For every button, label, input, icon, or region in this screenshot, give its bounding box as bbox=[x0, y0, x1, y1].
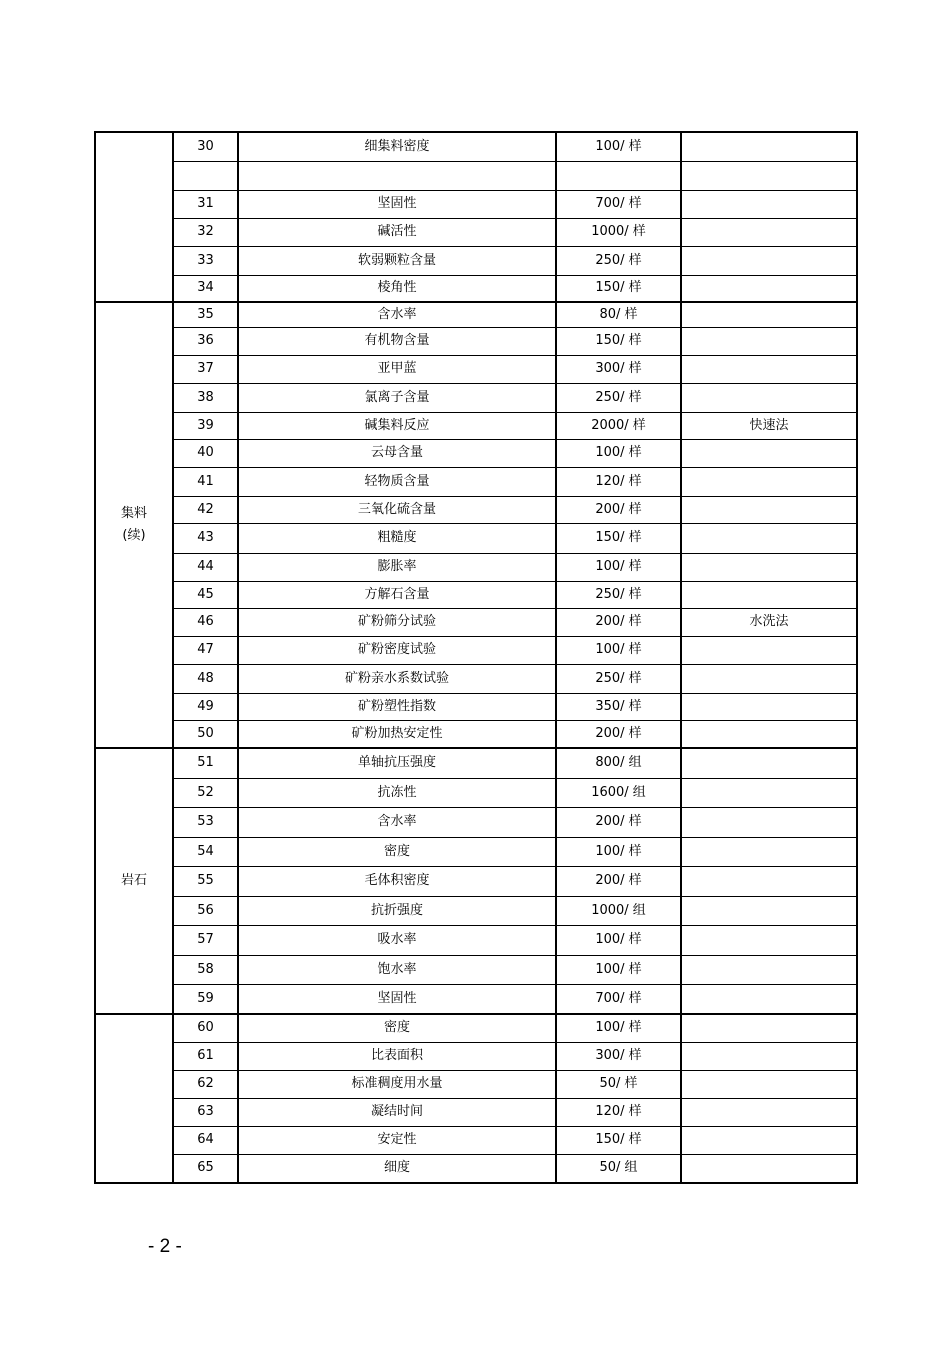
item-number-cell: 41 bbox=[173, 467, 238, 496]
test-item-cell: 抗冻性 bbox=[238, 778, 556, 807]
test-item-cell: 密度 bbox=[238, 837, 556, 866]
price-cell: 100/ 样 bbox=[556, 636, 681, 664]
test-item-cell: 坚固性 bbox=[238, 984, 556, 1014]
note-cell bbox=[681, 302, 857, 327]
note-cell bbox=[681, 748, 857, 778]
note-cell: 水洗法 bbox=[681, 608, 857, 636]
item-number-cell: 31 bbox=[173, 190, 238, 218]
test-item-cell: 比表面积 bbox=[238, 1042, 556, 1070]
item-number-cell: 51 bbox=[173, 748, 238, 778]
price-cell: 100/ 样 bbox=[556, 553, 681, 581]
table-row bbox=[95, 1154, 857, 1183]
note-cell bbox=[681, 837, 857, 866]
price-cell: 80/ 样 bbox=[556, 302, 681, 327]
test-item-cell: 方解石含量 bbox=[238, 581, 556, 608]
price-cell: 2000/ 样 bbox=[556, 412, 681, 439]
table-row bbox=[95, 246, 857, 275]
price-cell: 100/ 样 bbox=[556, 439, 681, 467]
price-cell: 100/ 样 bbox=[556, 837, 681, 866]
note-cell bbox=[681, 553, 857, 581]
item-number-cell: 33 bbox=[173, 246, 238, 275]
test-item-cell: 三氧化硫含量 bbox=[238, 496, 556, 523]
table-row bbox=[95, 896, 857, 925]
category-cell bbox=[95, 1014, 173, 1183]
item-number-cell: 30 bbox=[173, 132, 238, 161]
table-row bbox=[95, 720, 857, 748]
table-row bbox=[95, 496, 857, 523]
note-cell bbox=[681, 720, 857, 748]
table-row bbox=[95, 275, 857, 302]
item-number-cell: 46 bbox=[173, 608, 238, 636]
category-cell bbox=[95, 132, 173, 302]
table-row bbox=[95, 748, 857, 778]
price-cell: 200/ 样 bbox=[556, 608, 681, 636]
price-cell: 250/ 样 bbox=[556, 383, 681, 412]
test-item-cell: 饱水率 bbox=[238, 955, 556, 984]
test-item-cell: 碱活性 bbox=[238, 218, 556, 246]
note-cell bbox=[681, 523, 857, 553]
table-row bbox=[95, 693, 857, 720]
note-cell bbox=[681, 496, 857, 523]
note-cell bbox=[681, 1098, 857, 1126]
item-number-cell: 39 bbox=[173, 412, 238, 439]
item-number-cell: 37 bbox=[173, 355, 238, 383]
test-item-cell: 亚甲蓝 bbox=[238, 355, 556, 383]
test-item-cell: 坚固性 bbox=[238, 190, 556, 218]
price-cell: 100/ 样 bbox=[556, 132, 681, 161]
test-item-cell: 矿粉密度试验 bbox=[238, 636, 556, 664]
note-cell bbox=[681, 664, 857, 693]
item-number-cell: 60 bbox=[173, 1014, 238, 1042]
test-item-cell bbox=[238, 161, 556, 190]
test-item-cell: 安定性 bbox=[238, 1126, 556, 1154]
note-cell bbox=[681, 218, 857, 246]
item-number-cell: 63 bbox=[173, 1098, 238, 1126]
test-item-cell: 密度 bbox=[238, 1014, 556, 1042]
item-number-cell: 64 bbox=[173, 1126, 238, 1154]
note-cell bbox=[681, 807, 857, 837]
test-item-cell: 细集料密度 bbox=[238, 132, 556, 161]
note-cell bbox=[681, 355, 857, 383]
item-number-cell: 52 bbox=[173, 778, 238, 807]
table-row bbox=[95, 1042, 857, 1070]
item-number-cell: 62 bbox=[173, 1070, 238, 1098]
table-row bbox=[95, 837, 857, 866]
note-cell bbox=[681, 1154, 857, 1183]
item-number-cell: 49 bbox=[173, 693, 238, 720]
table-row bbox=[95, 866, 857, 896]
price-cell: 150/ 样 bbox=[556, 327, 681, 355]
table-row bbox=[95, 553, 857, 581]
price-cell: 250/ 样 bbox=[556, 664, 681, 693]
item-number-cell: 36 bbox=[173, 327, 238, 355]
table-row bbox=[95, 190, 857, 218]
table-row bbox=[95, 636, 857, 664]
table-row bbox=[95, 664, 857, 693]
price-cell: 100/ 样 bbox=[556, 1014, 681, 1042]
test-item-cell: 细度 bbox=[238, 1154, 556, 1183]
table-row bbox=[95, 925, 857, 955]
price-cell: 250/ 样 bbox=[556, 246, 681, 275]
item-number-cell: 59 bbox=[173, 984, 238, 1014]
note-cell bbox=[681, 925, 857, 955]
test-item-cell: 矿粉加热安定性 bbox=[238, 720, 556, 748]
test-item-cell: 抗折强度 bbox=[238, 896, 556, 925]
table-row bbox=[95, 327, 857, 355]
table-row bbox=[95, 581, 857, 608]
price-cell: 200/ 样 bbox=[556, 866, 681, 896]
note-cell bbox=[681, 246, 857, 275]
table-row bbox=[95, 523, 857, 553]
note-cell bbox=[681, 1014, 857, 1042]
table-row bbox=[95, 412, 857, 439]
item-number-cell: 35 bbox=[173, 302, 238, 327]
item-number-cell: 44 bbox=[173, 553, 238, 581]
note-cell bbox=[681, 896, 857, 925]
item-number-cell bbox=[173, 161, 238, 190]
price-cell: 100/ 样 bbox=[556, 955, 681, 984]
table-row bbox=[95, 778, 857, 807]
table-row bbox=[95, 1014, 857, 1042]
item-number-cell: 50 bbox=[173, 720, 238, 748]
note-cell bbox=[681, 439, 857, 467]
test-item-cell: 矿粉塑性指数 bbox=[238, 693, 556, 720]
price-cell: 200/ 样 bbox=[556, 496, 681, 523]
table-row bbox=[95, 355, 857, 383]
table-row bbox=[95, 439, 857, 467]
test-item-cell: 棱角性 bbox=[238, 275, 556, 302]
price-cell: 800/ 组 bbox=[556, 748, 681, 778]
test-item-cell: 标准稠度用水量 bbox=[238, 1070, 556, 1098]
test-item-cell: 软弱颗粒含量 bbox=[238, 246, 556, 275]
note-cell bbox=[681, 866, 857, 896]
table-row bbox=[95, 132, 857, 161]
note-cell bbox=[681, 190, 857, 218]
note-cell bbox=[681, 383, 857, 412]
test-item-cell: 含水率 bbox=[238, 807, 556, 837]
item-number-cell: 43 bbox=[173, 523, 238, 553]
note-cell bbox=[681, 636, 857, 664]
item-number-cell: 47 bbox=[173, 636, 238, 664]
price-cell: 150/ 样 bbox=[556, 523, 681, 553]
price-cell: 350/ 样 bbox=[556, 693, 681, 720]
price-cell: 100/ 样 bbox=[556, 925, 681, 955]
test-item-cell: 凝结时间 bbox=[238, 1098, 556, 1126]
test-item-cell: 粗糙度 bbox=[238, 523, 556, 553]
item-number-cell: 65 bbox=[173, 1154, 238, 1183]
table-row bbox=[95, 302, 857, 327]
test-item-cell: 毛体积密度 bbox=[238, 866, 556, 896]
price-cell: 1000/ 组 bbox=[556, 896, 681, 925]
test-item-cell: 单轴抗压强度 bbox=[238, 748, 556, 778]
item-number-cell: 58 bbox=[173, 955, 238, 984]
price-cell: 200/ 样 bbox=[556, 720, 681, 748]
item-number-cell: 32 bbox=[173, 218, 238, 246]
item-number-cell: 48 bbox=[173, 664, 238, 693]
table-row bbox=[95, 608, 857, 636]
test-item-cell: 氯离子含量 bbox=[238, 383, 556, 412]
price-cell bbox=[556, 161, 681, 190]
note-cell bbox=[681, 1126, 857, 1154]
table-row bbox=[95, 955, 857, 984]
note-cell bbox=[681, 1070, 857, 1098]
price-cell: 120/ 样 bbox=[556, 467, 681, 496]
price-cell: 300/ 样 bbox=[556, 1042, 681, 1070]
fee-table-body bbox=[95, 132, 857, 1183]
table-row bbox=[95, 161, 857, 190]
note-cell bbox=[681, 327, 857, 355]
item-number-cell: 61 bbox=[173, 1042, 238, 1070]
note-cell: 快速法 bbox=[681, 412, 857, 439]
table-row bbox=[95, 1126, 857, 1154]
test-item-cell: 有机物含量 bbox=[238, 327, 556, 355]
note-cell bbox=[681, 778, 857, 807]
test-item-cell: 矿粉筛分试验 bbox=[238, 608, 556, 636]
test-item-cell: 矿粉亲水系数试验 bbox=[238, 664, 556, 693]
price-cell: 120/ 样 bbox=[556, 1098, 681, 1126]
table-row bbox=[95, 807, 857, 837]
item-number-cell: 55 bbox=[173, 866, 238, 896]
table-row bbox=[95, 383, 857, 412]
price-cell: 150/ 样 bbox=[556, 275, 681, 302]
item-number-cell: 53 bbox=[173, 807, 238, 837]
note-cell bbox=[681, 132, 857, 161]
price-cell: 700/ 样 bbox=[556, 190, 681, 218]
item-number-cell: 38 bbox=[173, 383, 238, 412]
test-item-cell: 膨胀率 bbox=[238, 553, 556, 581]
price-cell: 50/ 样 bbox=[556, 1070, 681, 1098]
price-cell: 700/ 样 bbox=[556, 984, 681, 1014]
table-row bbox=[95, 984, 857, 1014]
item-number-cell: 56 bbox=[173, 896, 238, 925]
item-number-cell: 45 bbox=[173, 581, 238, 608]
price-cell: 150/ 样 bbox=[556, 1126, 681, 1154]
note-cell bbox=[681, 693, 857, 720]
item-number-cell: 54 bbox=[173, 837, 238, 866]
note-cell bbox=[681, 1042, 857, 1070]
price-cell: 250/ 样 bbox=[556, 581, 681, 608]
test-item-cell: 含水率 bbox=[238, 302, 556, 327]
fee-table bbox=[94, 131, 858, 1184]
table-row bbox=[95, 467, 857, 496]
note-cell bbox=[681, 161, 857, 190]
item-number-cell: 34 bbox=[173, 275, 238, 302]
note-cell bbox=[681, 581, 857, 608]
table-row bbox=[95, 1070, 857, 1098]
price-cell: 1600/ 组 bbox=[556, 778, 681, 807]
price-cell: 1000/ 样 bbox=[556, 218, 681, 246]
note-cell bbox=[681, 984, 857, 1014]
test-item-cell: 吸水率 bbox=[238, 925, 556, 955]
price-cell: 200/ 样 bbox=[556, 807, 681, 837]
note-cell bbox=[681, 467, 857, 496]
test-item-cell: 碱集料反应 bbox=[238, 412, 556, 439]
note-cell bbox=[681, 275, 857, 302]
price-cell: 50/ 组 bbox=[556, 1154, 681, 1183]
note-cell bbox=[681, 955, 857, 984]
table-row bbox=[95, 218, 857, 246]
table-row bbox=[95, 1098, 857, 1126]
page-number: - 2 - bbox=[148, 1236, 182, 1257]
category-cell: 集料 (续) bbox=[95, 302, 173, 748]
item-number-cell: 42 bbox=[173, 496, 238, 523]
test-item-cell: 轻物质含量 bbox=[238, 467, 556, 496]
price-cell: 300/ 样 bbox=[556, 355, 681, 383]
category-cell: 岩石 bbox=[95, 748, 173, 1014]
item-number-cell: 57 bbox=[173, 925, 238, 955]
item-number-cell: 40 bbox=[173, 439, 238, 467]
test-item-cell: 云母含量 bbox=[238, 439, 556, 467]
